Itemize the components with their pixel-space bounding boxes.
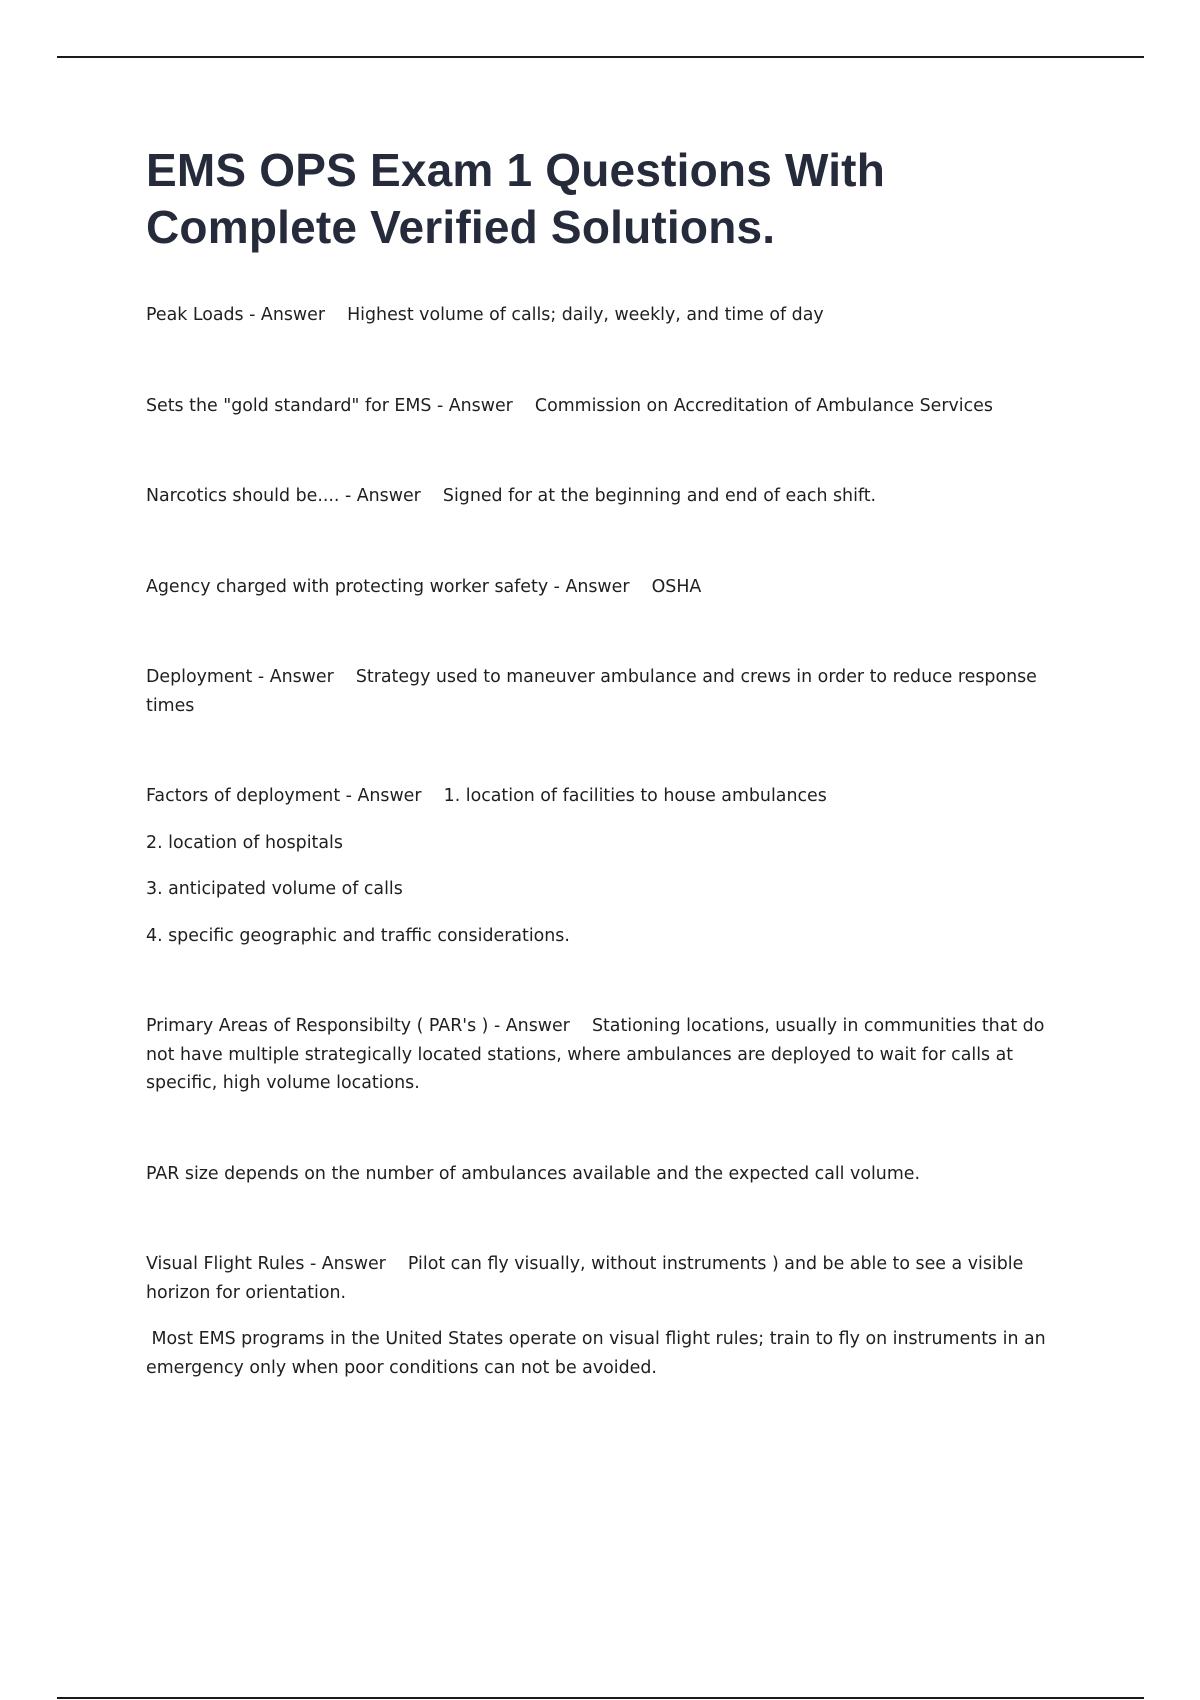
spacer: [146, 1188, 1076, 1250]
document-title: EMS OPS Exam 1 Questions With Complete Verified Solutions.: [146, 144, 885, 253]
qa-visual-flight-rules: Visual Flight Rules - Answer Pilot can fly visually, without instruments ) and be able to see a visible horizon for orientation.: [146, 1254, 1029, 1303]
bottom-divider: [57, 1697, 1144, 1699]
spacer: [146, 1098, 1076, 1160]
qa-primary-areas: Primary Areas of Responsibilty ( PAR's ) - Answer Stationing locations, usually in communities that do not have multiple strategically located stations, where ambulances are deployed to wait for calls at specific, high volume locations.: [146, 1016, 1050, 1093]
spacer: [146, 330, 1076, 392]
spacer: [146, 511, 1076, 573]
spacer: [146, 904, 1076, 922]
document-body: [146, 142, 1076, 1382]
qa-worker-safety: Agency charged with protecting worker safety - Answer OSHA: [146, 576, 702, 597]
spacer: [146, 857, 1076, 875]
spacer: [146, 601, 1076, 663]
spacer: [146, 811, 1076, 829]
top-divider: [57, 56, 1144, 58]
qa-narcotics: Narcotics should be.... - Answer Signed for at the beginning and end of each shift.: [146, 486, 877, 506]
par-size-note: PAR size depends on the number of ambulances available and the expected call volume.: [146, 1163, 920, 1184]
qa-gold-standard: Sets the "gold standard" for EMS - Answer Commission on Accreditation of Ambulance Services: [146, 395, 993, 416]
list-item: 3. anticipated volume of calls: [146, 879, 403, 899]
spacer: [146, 720, 1076, 782]
qa-factors-of-deployment: Factors of deployment - Answer 1. location of facilities to house ambulances: [146, 786, 827, 806]
qa-peak-loads: Peak Loads - Answer Highest volume of calls; daily, weekly, and time of day: [146, 305, 824, 325]
list-item: 4. specific geographic and traffic considerations.: [146, 925, 570, 946]
list-item: 2. location of hospitals: [146, 832, 343, 853]
spacer: [146, 950, 1076, 1012]
vfr-note: Most EMS programs in the United States operate on visual flight rules; train to fly on instruments in an emergency only when poor conditions can not be avoided.: [146, 1329, 1052, 1378]
qa-deployment: Deployment - Answer Strategy used to maneuver ambulance and crews in order to reduce response times: [146, 667, 1043, 716]
spacer: [146, 420, 1076, 482]
spacer: [146, 1307, 1076, 1325]
